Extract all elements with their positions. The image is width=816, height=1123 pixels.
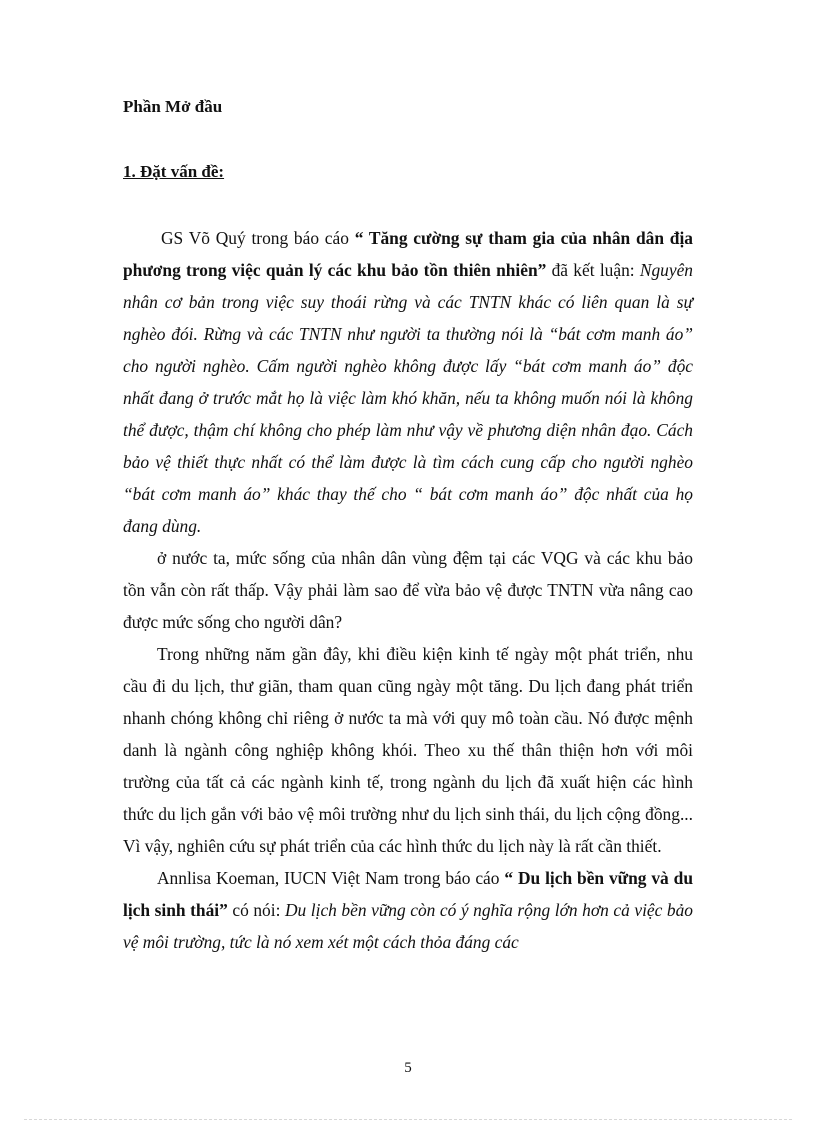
- paragraph-4: [123, 862, 693, 958]
- paragraph-1-report-title: “ Tăng cường sự tham gia của nhân dân địa phương trong việc quản lý các khu bảo tồn thiên nhiên”: [123, 228, 693, 280]
- paragraph-2: ở nước ta, mức sống của nhân dân vùng đệm tại các VQG và các khu bảo tồn vẫn còn rất thấp. Vậy phải làm sao để vừa bảo vệ được TNTN vừa nâng cao được mức sống cho người dân?: [123, 548, 693, 632]
- paragraph-4-report-title: “ Du lịch bền vững và du lịch sinh thái”: [123, 868, 693, 920]
- paragraph-3: Trong những năm gần đây, khi điều kiện kinh tế ngày một phát triển, nhu cầu đi du lịch, thư giãn, tham quan cũng ngày một tăng. Du lịch đang phát triển nhanh chóng không chỉ riêng ở nước ta mà với quy mô toàn cầu. Nó được mệnh danh là ngành công nghiệp không khói. Theo xu thế thân thiện hơn với môi trường của tất cả các ngành kinh tế, trong ngành du lịch đã xuất hiện các hình thức du lịch gắn với bảo vệ môi trường như du lịch sinh thái, du lịch cộng đồng... Vì vậy, nghiên cứu sự phát triển của các hình thức du lịch này là rất cần thiết.: [123, 644, 693, 856]
- page-number: 5: [404, 1060, 412, 1076]
- paragraph-4-quotation: Du lịch bền vững còn có ý nghĩa rộng lớn hơn cả việc bảo vệ môi trường, tức là nó xem xét một cách thỏa đáng các: [123, 900, 693, 952]
- page-bottom-border: [24, 1119, 792, 1120]
- body-text: [123, 222, 693, 958]
- paragraph-4-middle: có nói:: [227, 900, 285, 920]
- paragraph-1-quotation: Nguyên nhân cơ bản trong việc suy thoái rừng và các TNTN khác có liên quan là sự nghèo đói. Rừng và các TNTN như người ta thường nói là “bát cơm manh áo” cho người nghèo. Cấm người nghèo không được lấy “bát cơm manh áo” độc nhất đang ở trước mắt họ là việc làm khó khăn, nếu ta không muốn nói là không thể được, thậm chí không cho phép làm như vậy về phương diện nhân đạo. Cách bảo vệ thiết thực nhất có thể làm được là tìm cách cung cấp cho người nghèo “bát cơm manh áo” khác thay thế cho “ bát cơm manh áo” độc nhất của họ đang dùng.: [123, 260, 693, 536]
- paragraph-1-middle: đã kết luận:: [546, 260, 640, 280]
- paragraph-4-lead: Annlisa Koeman, IUCN Việt Nam trong báo cáo: [157, 868, 505, 888]
- part-title: Phần Mở đầu: [123, 97, 223, 116]
- paragraph-1: [123, 222, 693, 542]
- section-title: 1. Đặt vấn đề:: [123, 162, 225, 181]
- paragraph-1-lead: GS Võ Quý trong báo cáo: [161, 228, 355, 248]
